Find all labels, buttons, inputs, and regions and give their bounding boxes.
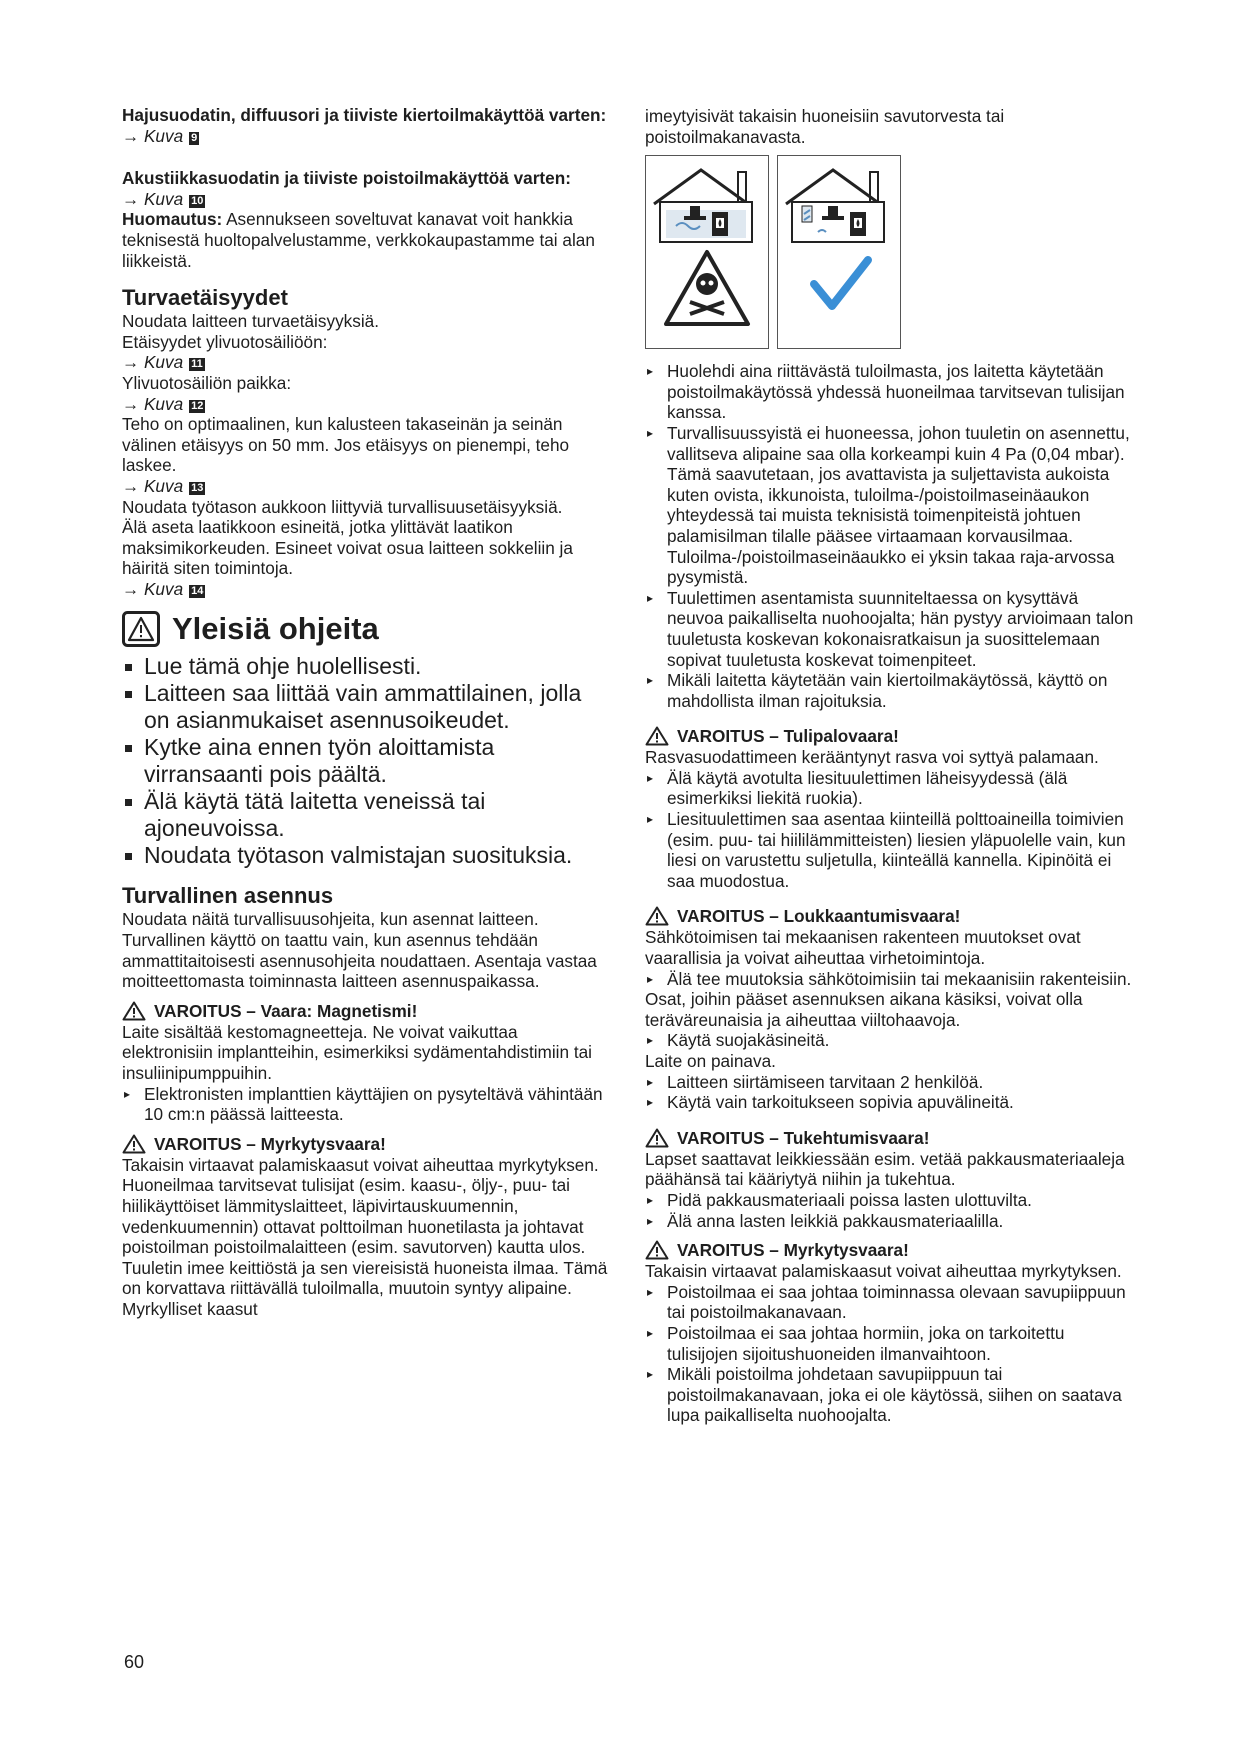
house-exhaust-danger-icon [646,156,768,348]
house-exhaust-ok-icon [778,156,900,348]
paragraph: Teho on optimaalinen, kun kalusteen takaseinän ja seinän välinen etäisyys on 50 mm. Jos etäisyys on pienempi, teho laskee. [122,414,570,476]
list-item: Noudata työtason valmistajan suosituksia. [122,842,610,869]
s1-title: Hajusuodatin, diffuusori ja tiiviste kiertoilmakäyttöä varten: [122,105,607,125]
warning-fire-list [645,768,1135,892]
warning-injury-heading: VAROITUS – Loukkaantumisvaara! [645,905,1135,927]
warning-triangle-icon [122,1134,146,1154]
paragraph: Takaisin virtaavat palamiskaasut voivat aiheuttaa myrkytyksen. Huoneilmaa tarvitsevat tulisijat (esim. kaasu-, öljy-, puu- tai hiilikäyttöiset lämmityslaitteet, läpivirtauskuumennin, vedenkuumennin) ottavat polttoilman huonetilasta ja johtavat poistoilman poistoilmalaitteen (esim. savutorven) kautta ulos. Tuuletin imee keittiöstä ja sen viereisistä huoneista ilmaa. Tämä on korvattava riittävällä tuloilmalla, muutoin syntyy alipaine. Myrkylliset kaasut [122,1154,608,1319]
paragraph: Laite on painava. [645,1051,776,1071]
list-item: ▸ Älä anna lasten leikkiä pakkausmateriaalilla. [645,1211,1135,1232]
warning-injury-list-a [645,969,1135,990]
figure-number: 11 [191,358,203,371]
ventilation-list [645,361,1135,711]
list-item: Laitteen saa liittää vain ammattilainen, jolla on asianmukaiset asennusoikeudet. [122,680,610,734]
warning-magnetism-heading: VAROITUS – Vaara: Magnetismi! [122,1000,610,1022]
list-item: ▸ Tuulettimen asentamista suunniteltaessa on kysyttävä neuvoa paikalliselta nuohoojalta; hän pystyy arvioimaan talon tuuletusta koskevan kokonaisratkaisun ja suosittelemaan sopivat tuuletusta koskevat toimenpiteet. [645,588,1135,670]
paragraph: Noudata laitteen turvaetäisyyksiä. [122,311,379,332]
paragraph: Takaisin virtaavat palamiskaasut voivat aiheuttaa myrkytyksen. [645,1261,1122,1282]
warning-poison-heading: VAROITUS – Myrkytysvaara! [122,1133,610,1155]
figure-ref[interactable]: → Kuva 11 [122,352,203,373]
warning-poison2-list [645,1282,1135,1426]
figure-ref[interactable]: → Kuva 14 [122,578,204,599]
list-item: Kytke aina ennen työn aloittamista virransaanti pois päältä. [122,734,610,788]
warning-triangle-icon [645,1128,669,1148]
warning-fire-heading: VAROITUS – Tulipalovaara! [645,725,1135,747]
paragraph: imeytyisivät takaisin huoneisiin savutorvesta tai poistoilmakanavasta. [645,106,1005,147]
turvallinen-asennus-heading: Turvallinen asennus [122,883,334,909]
warning-box-icon [122,611,160,647]
warning-triangle-icon [645,1240,669,1260]
figure-ref[interactable]: → Kuva 12 [122,393,204,414]
right-column [645,106,1135,1426]
turvaetaisyydet-heading: Turvaetäisyydet [122,285,288,311]
warning-triangle-icon [645,906,669,926]
list-item: ▸ Laitteen siirtämiseen tarvitaan 2 henkilöä. [645,1072,1135,1093]
paragraph: Noudata näitä turvallisuusohjeita, kun asennat laitteen. [122,909,539,930]
paragraph: Älä aseta laatikkoon esineitä, jotka ylittävät laatikon maksimikorkeuden. Esineet voivat osua laitteen sokkeliin ja häiritä siten toimintoja. [122,517,573,579]
warning-suffocation-list [645,1190,1135,1231]
list-item: ▸ Poistoilmaa ei saa johtaa toiminnassa olevaan savupiippuun tai poistoilmakanavaan. [645,1282,1135,1323]
list-item: ▸ Älä käytä avotulta liesituulettimen läheisyydessä (älä esimerkiksi liekitä ruokia). [645,768,1135,809]
paragraph: Noudata työtason aukkoon liittyviä turvallisuusetäisyyksiä. [122,496,563,517]
yleisia-heading: Yleisiä ohjeita [172,611,379,647]
list-item: ▸ Mikäli poistoilma johdetaan savupiippuun tai poistoilmakanavaan, joka ei ole käytössä, siihen on saatava lupa paikalliselta nuohoojalta. [645,1364,1135,1426]
figure-ref[interactable]: → Kuva 13 [122,475,204,496]
list-item: ▸ Käytä vain tarkoitukseen sopivia apuvälineitä. [645,1092,1135,1113]
list-item: ▸ Älä tee muutoksia sähkötoimisiin tai mekaanisiin rakenteisiin. [645,969,1135,990]
warning-triangle-icon [645,726,669,746]
list-item: ▸ Liesituulettimen saa asentaa kiinteillä polttoaineilla toimivien (esim. puu- tai hiililämmitteisten) liesien yläpuolelle vain, kun liesi on varustettu suljetulla, kiinteällä kannella. Kipinöitä ei saa muodostua. [645,809,1135,891]
paragraph: Lapset saattavat leikkiessään esim. vetää pakkausmateriaaleja päähänsä tai kääriytyä niihin ja tukehtua. [645,1148,1125,1190]
note-paragraph: Huomautus: Asennukseen soveltuvat kanavat voit hankkia teknisestä huoltopalvelustamme, verkkokaupastamme tai alan liikkeistä. [122,209,595,271]
warning-suffocation-heading: VAROITUS – Tukehtumisvaara! [645,1127,1135,1149]
figure-number: 10 [191,194,204,207]
figure-number: 14 [191,584,204,597]
illustration-panel-wrong [645,155,769,349]
list-item: ▸ Poistoilmaa ei saa johtaa hormiin, joka on tarkoitettu tulisijojen sijoitushuoneiden ilmanvaihtoon. [645,1323,1135,1364]
illustration-panel-correct [777,155,901,349]
list-item: ▸ Elektronisten implanttien käyttäjien on pysyteltävä vähintään 10 cm:n päässä laitteesta. [122,1084,610,1125]
s1-figure-ref[interactable]: → Kuva 9 [122,125,198,146]
paragraph: Etäisyydet ylivuotosäiliöön: [122,331,328,352]
warning-injury-list-b [645,1030,1135,1051]
left-column [122,105,610,1320]
list-item: ▸ Huolehdi aina riittävästä tuloilmasta, jos laitetta käytetään poistoilmakäytössä yhdessä huoneilmaa tarvitsevan tulisijan kanssa. [645,361,1135,423]
list-item: ▸ Mikäli laitetta käytetään vain kiertoilmakäytössä, käyttö on mahdollista ilman rajoituksia. [645,670,1135,711]
list-item: Lue tämä ohje huolellisesti. [122,653,610,680]
paragraph: Rasvasuodattimeen kerääntynyt rasva voi syttyä palamaan. [645,747,1099,768]
figure-number: 13 [191,481,204,494]
list-item: ▸ Turvallisuussyistä ei huoneessa, johon tuuletin on asennettu, vallitseva alipaine saa olla korkeampi kuin 4 Pa (0,04 mbar). Tämä saavutetaan, jos avattavista ja suljettavista aukoista kuten ovista, ikkunoista, tuloilma-/poistoilmaseinäaukon yhteydessä tai muista teknisistä toimenpiteistä johtuen palamisilman tilalle pääsee virtaamaan korvausilmaa. Tuloilma-/poistoilmaseinäaukko ei yksin takaa raja-arvossa pysymistä. [645,423,1135,588]
figure-number: 12 [191,399,204,412]
paragraph: Osat, joihin pääset asennuksen aikana käsiksi, voivat olla teräväreunaisia ja aiheuttaa viiltohaavoja. [645,989,1083,1030]
warning-poison2-heading: VAROITUS – Myrkytysvaara! [645,1239,1135,1261]
warning-injury-list-c [645,1072,1135,1113]
page-number: 60 [124,1652,145,1672]
general-instructions-list [122,653,610,869]
paragraph: Sähkötoimisen tai mekaanisen rakenteen muutokset ovat vaarallisia ja voivat aiheuttaa virhetoimintoja. [645,927,1081,969]
paragraph: Ylivuotosäiliön paikka: [122,372,292,393]
yleisia-heading-row [122,611,610,647]
s2-figure-ref[interactable]: → Kuva 10 [122,188,204,209]
paragraph: Turvallinen käyttö on taattu vain, kun asennus tehdään ammattitaitoisesti asennusohjeita noudattaen. Asentaja vastaa moitteettomasta toiminnasta laitteen asennuspaikassa. [122,930,597,992]
warning-triangle-icon [122,1001,146,1021]
list-item: ▸ Pidä pakkausmateriaali poissa lasten ulottuvilta. [645,1190,1135,1211]
list-item: ▸ Käytä suojakäsineitä. [645,1030,1135,1051]
ventilation-illustration [645,155,1135,349]
paragraph: Laite sisältää kestomagneetteja. Ne voivat vaikuttaa elektronisiin implantteihin, esimerkiksi sydämentahdistimiin tai insuliinipumppuihin. [122,1021,592,1084]
warning-magnetism-list [122,1084,610,1125]
list-item: Älä käytä tätä laitetta veneissä tai ajoneuvoissa. [122,788,610,842]
figure-number: 9 [191,131,198,144]
s2-title: Akustiikkasuodatin ja tiiviste poistoilmakäyttöä varten: [122,168,571,189]
